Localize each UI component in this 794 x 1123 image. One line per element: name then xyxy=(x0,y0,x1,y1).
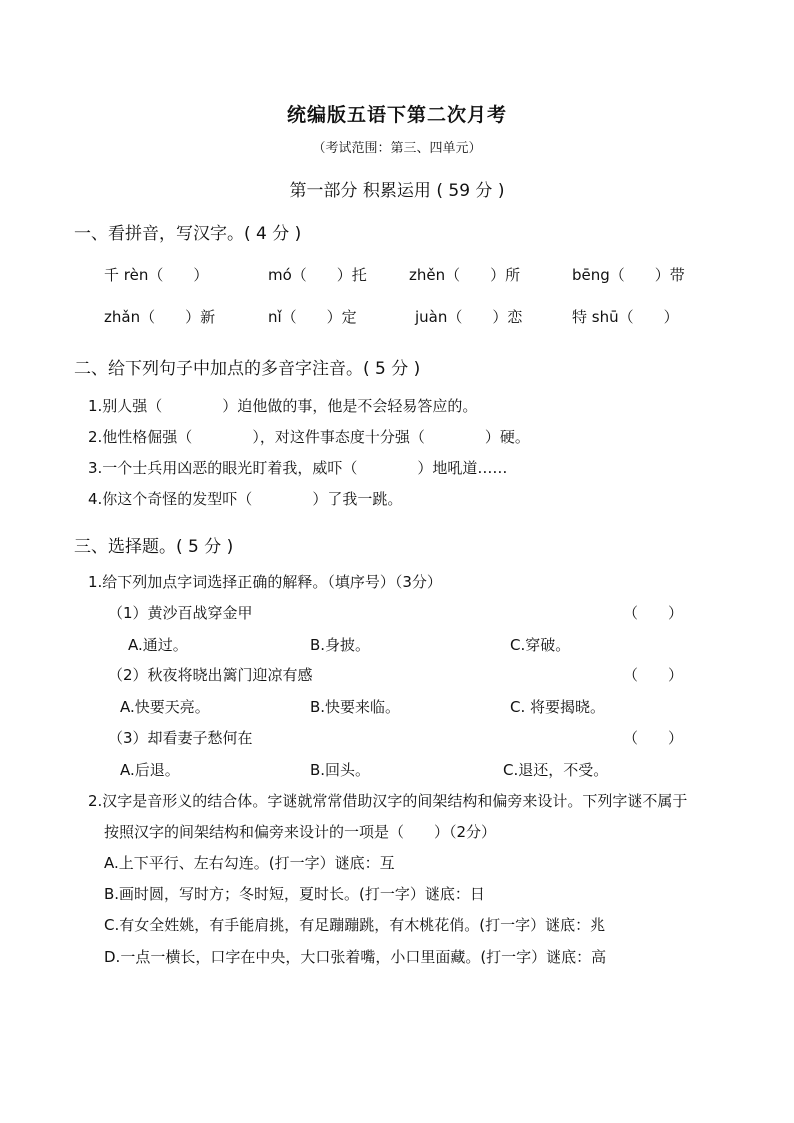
question-stem: 2.汉字是音形义的结合体。字谜就常常借助汉字的间架结构和偏旁来设计。下列字谜不属于 xyxy=(88,792,688,810)
pinyin-item: juàn（ ）恋 xyxy=(415,308,523,326)
question-stem-continued: 按照汉字的间架结构和偏旁来设计的一项是（ ）（2分） xyxy=(104,823,497,841)
option-a: A.通过。 xyxy=(128,636,188,654)
answer-blank: （ ） xyxy=(623,666,684,684)
option-a: A.上下平行、左右勾连。(打一字）谜底：互 xyxy=(104,854,395,872)
option-b: B.回头。 xyxy=(310,761,371,779)
question-item: 4.你这个奇怪的发型吓（ ）了我一跳。 xyxy=(88,490,403,508)
option-c: C.有女全姓姚，有手能肩挑，有足蹦蹦跳，有木桃花俏。(打一字）谜底：兆 xyxy=(104,916,606,934)
question-item: 2.他性格倔强（ ），对这件事态度十分强（ ）硬。 xyxy=(88,428,530,446)
pinyin-item: zhěn（ ）所 xyxy=(409,266,521,284)
option-c: C.穿破。 xyxy=(510,636,571,654)
sub-question: （2）秋夜将晓出篱门迎凉有感 xyxy=(108,666,313,684)
pinyin-item: nǐ（ ）定 xyxy=(268,308,357,326)
page-title: 统编版五语下第二次月考 xyxy=(286,104,507,126)
option-d: D.一点一横长，口字在中央，大口张着嘴，小口里面藏。(打一字）谜底：高 xyxy=(104,948,607,966)
sub-question: （1）黄沙百战穿金甲 xyxy=(108,604,253,622)
pinyin-item: mó（ ）托 xyxy=(268,266,367,284)
question-item: 3.一个士兵用凶恶的眼光盯着我，威吓（ ）地吼道…… xyxy=(88,459,508,477)
option-b: B.身披。 xyxy=(310,636,371,654)
pinyin-item: bēng（ ）带 xyxy=(572,266,685,284)
answer-blank: （ ） xyxy=(623,604,684,622)
pinyin-item: 特 shū（ ） xyxy=(572,308,679,326)
option-a: A.快要天亮。 xyxy=(120,698,210,716)
part-heading: 第一部分 积累运用 ( 59 分 ) xyxy=(289,181,505,201)
answer-blank: （ ） xyxy=(623,729,684,747)
option-b: B.画时圆，写时方；冬时短，夏时长。(打一字）谜底：日 xyxy=(104,885,485,903)
section-2-heading: 二、给下列句子中加点的多音字注音。( 5 分 ) xyxy=(74,359,421,379)
question-item: 1.别人强（ ）迫他做的事，他是不会轻易答应的。 xyxy=(88,397,478,415)
page-subtitle: （考试范围：第三、四单元） xyxy=(312,141,482,156)
sub-question: （3）却看妻子愁何在 xyxy=(108,729,253,747)
question-stem: 1.给下列加点字词选择正确的解释。（填序号）（3分） xyxy=(88,573,442,591)
section-3-heading: 三、选择题。( 5 分 ) xyxy=(74,537,234,557)
pinyin-item: zhǎn（ ）新 xyxy=(104,308,216,326)
option-c: C.退还，不受。 xyxy=(503,761,609,779)
option-b: B.快要来临。 xyxy=(310,698,401,716)
option-a: A.后退。 xyxy=(120,761,180,779)
section-1-heading: 一、看拼音，写汉字。( 4 分 ) xyxy=(74,224,302,244)
option-c: C. 将要揭晓。 xyxy=(510,698,606,716)
pinyin-item: 千 rèn（ ） xyxy=(104,266,209,284)
